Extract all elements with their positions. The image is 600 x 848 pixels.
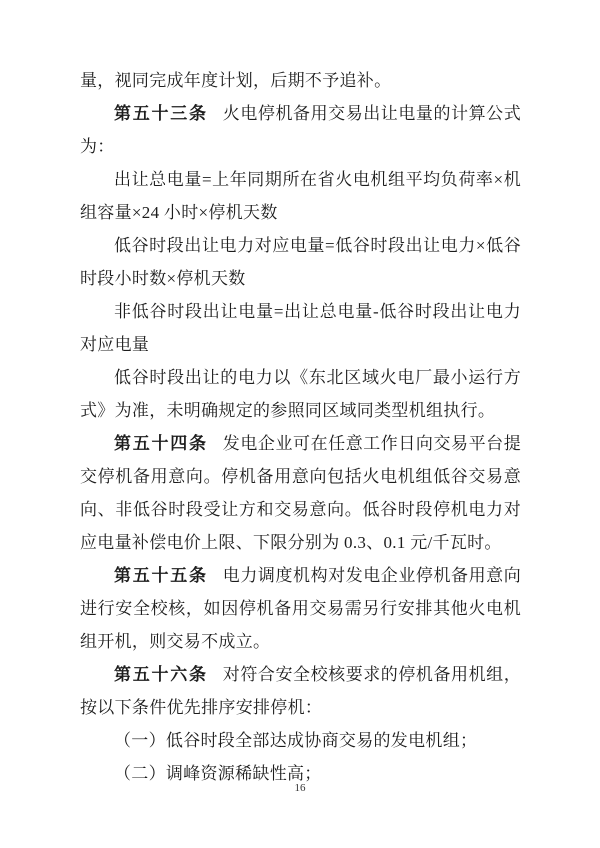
article-number: 第五十六条	[114, 665, 208, 684]
paragraph-text: 发电企业可在任意工作日向交易平台提交停机备用意向。停机备用意向包括火电机组低谷交易意向、非低谷时段受让方和交易意向。低谷时段停机电力对应电量补偿电价上限、下限分别为 0.3、0.1 元/千瓦时。	[80, 434, 522, 552]
document-body	[80, 64, 521, 790]
paragraph	[80, 64, 521, 97]
paragraph-text: 低谷时段出让电力对应电量=低谷时段出让电力×低谷时段小时数×停机天数	[80, 236, 521, 288]
paragraph	[80, 361, 521, 427]
paragraph-text: 出让总电量=上年同期所在省火电机组平均负荷率×机组容量×24 小时×停机天数	[80, 170, 521, 222]
paragraph-text: 非低谷时段出让电量=出让总电量-低谷时段出让电力对应电量	[80, 302, 521, 354]
page-number: 16	[294, 782, 306, 794]
paragraph-text: 火电停机备用交易出让电量的计算公式为：	[80, 104, 522, 156]
paragraph	[80, 229, 521, 295]
paragraph-text: 对符合安全校核要求的停机备用机组，按以下条件优先排序安排停机：	[80, 665, 522, 717]
paragraph-text: 量，视同完成年度计划，后期不予追补。	[80, 71, 392, 90]
paragraph	[80, 295, 521, 361]
paragraph-text: 低谷时段出让的电力以《东北区域火电厂最小运行方式》为准，未明确规定的参照同区域同类型机组执行。	[80, 368, 521, 420]
list-item	[80, 724, 521, 757]
paragraph	[80, 163, 521, 229]
paragraph	[80, 97, 521, 163]
article-number: 第五十四条	[114, 434, 208, 453]
paragraph	[80, 427, 521, 559]
paragraph-text: 电力调度机构对发电企业停机备用意向进行安全校核，如因停机备用交易需另行安排其他火电机组开机，则交易不成立。	[80, 566, 522, 651]
paragraph-text: （一）低谷时段全部达成协商交易的发电机组；	[114, 731, 478, 750]
article-number: 第五十五条	[114, 566, 208, 585]
paragraph	[80, 658, 521, 724]
paragraph-text: （二）调峰资源稀缺性高；	[114, 764, 322, 783]
article-number: 第五十三条	[114, 104, 208, 123]
paragraph	[80, 559, 521, 658]
